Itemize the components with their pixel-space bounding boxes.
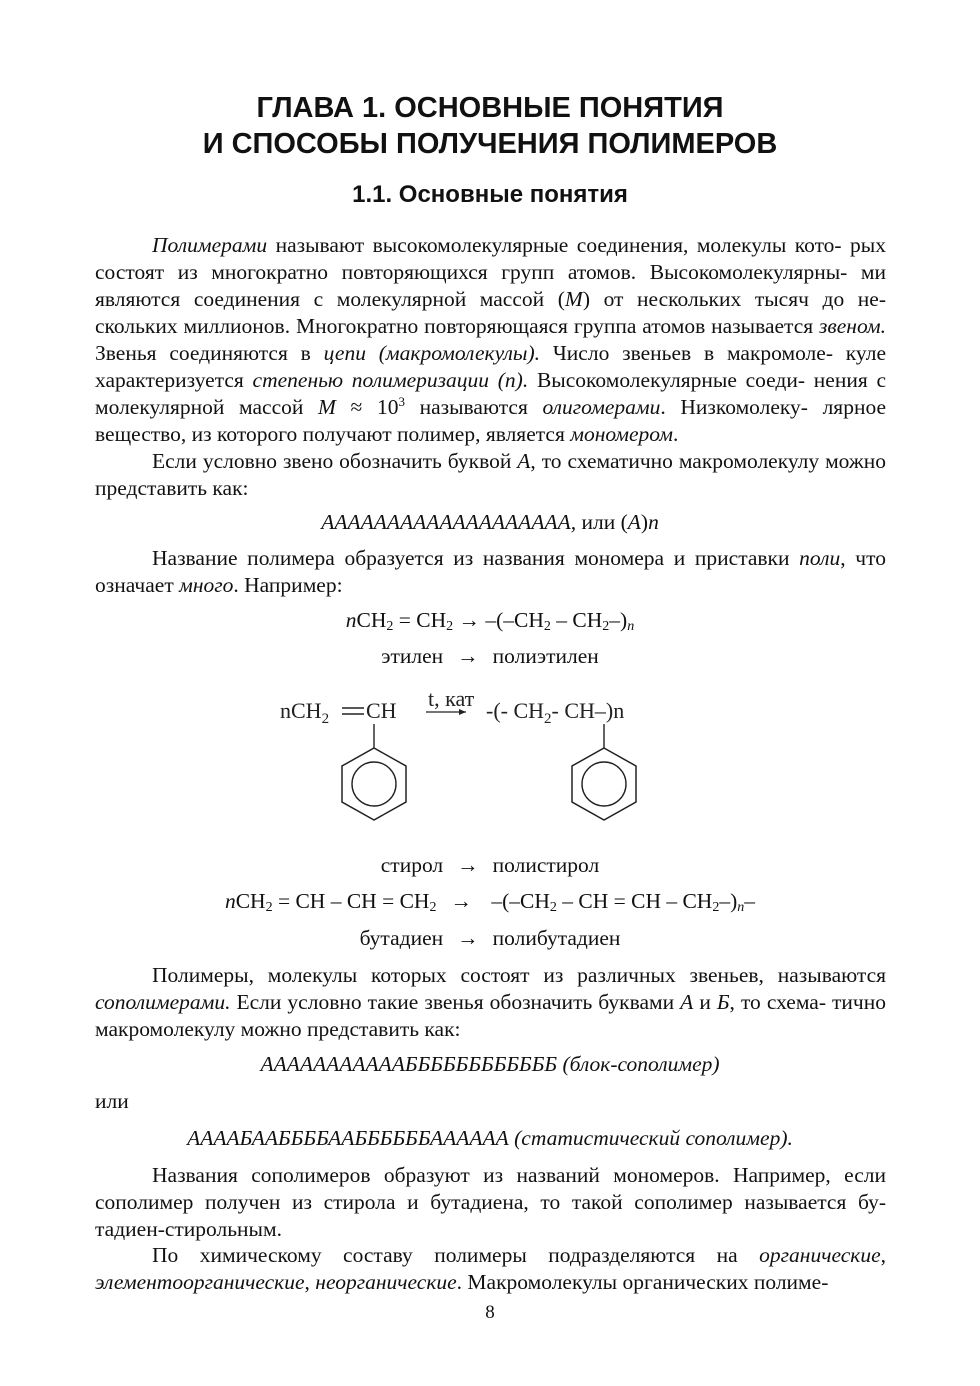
or-word: или	[95, 1089, 129, 1113]
text: Полимеры, молекулы которых состоят из различных звеньев, называются	[152, 963, 886, 987]
symbol-a: A	[627, 510, 641, 534]
chain-a: ААААААААААААААААААА,	[321, 510, 577, 534]
subscript: 2	[265, 900, 273, 915]
block-copolymer-text: АААААААААААББББББББББББ (блок-сополимер)	[260, 1052, 720, 1076]
name-polymer: полистирол	[492, 853, 600, 877]
symbol-a: A	[517, 449, 531, 473]
symbol-n: n	[224, 889, 236, 913]
term-monomer: мономером	[570, 422, 673, 446]
aromatic-circle-polymer	[582, 762, 626, 806]
subscript: 2	[602, 619, 610, 634]
text: = CH – CH = CH	[272, 889, 430, 913]
arrow: →	[457, 644, 479, 668]
text: .	[672, 422, 679, 446]
chapter-title-line-1: ГЛАВА 1. ОСНОВНЫЕ ПОНЯТИЯ	[256, 92, 724, 124]
formula-homopolymer	[0, 509, 980, 536]
names-styrene	[0, 852, 980, 879]
text: Число звеньев в макромоле- куле характеризуется	[95, 341, 887, 392]
text: – CH = CH – CH	[556, 889, 713, 913]
formula-statistical-copolymer	[0, 1125, 980, 1152]
statistical-copolymer-text: ААААБААББББААББББББАААААА (статистический сополимер).	[187, 1126, 793, 1150]
formula-block-copolymer	[0, 1051, 980, 1078]
text: Название полимера образуется из названия мономера и приставки	[152, 546, 800, 570]
text: . Макромолекулы органических полиме-	[456, 1270, 829, 1294]
term-many: много	[179, 573, 234, 597]
term-polymers: Полимерами	[152, 233, 268, 257]
text: . Низкомолеку- лярное вещество, из которого получают полимер, является	[95, 395, 887, 446]
styrene-monomer-label: nCH$_2$	[280, 698, 330, 727]
text: и	[693, 990, 717, 1014]
paragraph-naming	[95, 545, 886, 599]
term-oligomers: олигомерами	[542, 395, 661, 419]
term-organic: органические	[759, 1243, 881, 1267]
term-inorganic: неорганические	[315, 1270, 457, 1294]
text: , то схема- тично макромолекулу можно представить как:	[95, 990, 886, 1041]
page-number: 8	[485, 1302, 495, 1323]
text: ,	[304, 1270, 316, 1294]
name-monomer: стирол	[380, 853, 444, 877]
symbol-n: n	[627, 619, 635, 634]
name-monomer: этилен	[381, 644, 444, 668]
name-polymer: полиэтилен	[492, 644, 599, 668]
symbol-n: n	[737, 900, 745, 915]
equation-ethylene	[0, 607, 980, 634]
symbol-a: А	[680, 990, 694, 1014]
subscript: 2	[446, 619, 454, 634]
paragraph-copolymer-names: Названия сополимеров образуют из названий мономеров. Например, если сополимер получен из стирола и бутадиена, то такой сополимер называется бу- тадиен-стирольным.	[95, 1163, 886, 1241]
styrene-ch: CH	[366, 698, 397, 723]
arrow: →	[457, 853, 479, 877]
text: ) от нескольких тысяч до не- скольких миллионов. Многократно повторяющаяся группа атомов называется	[95, 287, 886, 338]
symbol-n: n	[345, 608, 357, 632]
subscript: 2	[549, 900, 557, 915]
text: ,	[880, 1243, 886, 1267]
subscript: 2	[386, 619, 394, 634]
chapter-title-line-2: И СПОСОБЫ ПОЛУЧЕНИЯ ПОЛИМЕРОВ	[202, 128, 778, 160]
symbol-n: n	[648, 510, 659, 534]
text: –)	[719, 889, 738, 913]
equation-butadiene	[0, 888, 980, 915]
term-elementorganic: элементоорганические	[95, 1270, 305, 1294]
text: CH	[356, 608, 387, 632]
paragraph-scheme	[95, 448, 886, 502]
text: = CH	[393, 608, 447, 632]
text: Высокомолекулярные соеди- нения с молекулярной массой	[95, 368, 886, 419]
paragraph-copolymers	[95, 962, 886, 1043]
term-chains: цепи (макромолекулы).	[323, 341, 541, 365]
term-link: звеном.	[819, 314, 886, 338]
paragraph-composition	[95, 1242, 886, 1296]
styrene-polymerization-scheme	[270, 688, 690, 828]
polystyrene-label: -(- $CH_2-$ CH–)n	[486, 698, 625, 727]
text: –	[744, 889, 756, 913]
symbol-mass: M	[318, 395, 336, 419]
text: –)	[609, 608, 628, 632]
text: → –(–CH	[453, 608, 544, 632]
name-polymer: полибутадиен	[492, 926, 621, 950]
subscript: 2	[543, 619, 551, 634]
text: По химическому составу полимеры подразделяются на	[152, 1243, 760, 1267]
text: называют высокомолекулярные соединения, молекулы кото- рых состоят из многократно повторяющихся групп атомов. Высокомолекулярны- ми являются соединения с молекулярной массой (	[95, 233, 886, 311]
text: ≈ 10	[335, 395, 399, 419]
symbol-b: Б	[716, 990, 730, 1014]
text: , то схематично макромолекулу можно представить как:	[95, 449, 886, 500]
text: –(–CH	[485, 889, 550, 913]
text: . Например:	[233, 573, 343, 597]
names-ethylene	[0, 643, 980, 670]
text: )	[640, 510, 649, 534]
aromatic-circle-monomer	[352, 762, 396, 806]
section-title: 1.1. Основные понятия	[352, 181, 628, 208]
subscript: 2	[712, 900, 720, 915]
text: Звенья соединяются в	[95, 341, 324, 365]
text: Если условно звено обозначить буквой	[152, 449, 518, 473]
text: называются	[404, 395, 543, 419]
text: – CH	[550, 608, 603, 632]
exponent: 3	[398, 394, 405, 409]
text: , что означает	[95, 546, 886, 597]
arrow: →	[450, 889, 472, 913]
symbol-m: M	[564, 287, 583, 311]
names-butadiene	[0, 925, 980, 952]
term-copolymers: сополимерами.	[95, 990, 231, 1014]
term-poly: поли	[799, 546, 841, 570]
text: Если условно такие звенья обозначить буквами	[230, 990, 681, 1014]
arrow: →	[457, 926, 479, 950]
reaction-condition: t, кат	[428, 688, 475, 711]
subscript: 2	[429, 900, 437, 915]
term-degree: степенью полимеризации (n).	[252, 368, 529, 392]
name-monomer: бутадиен	[359, 926, 444, 950]
chapter-title	[0, 90, 980, 162]
text: или (	[576, 510, 628, 534]
text: CH	[235, 889, 266, 913]
paragraph-definition	[95, 232, 886, 448]
